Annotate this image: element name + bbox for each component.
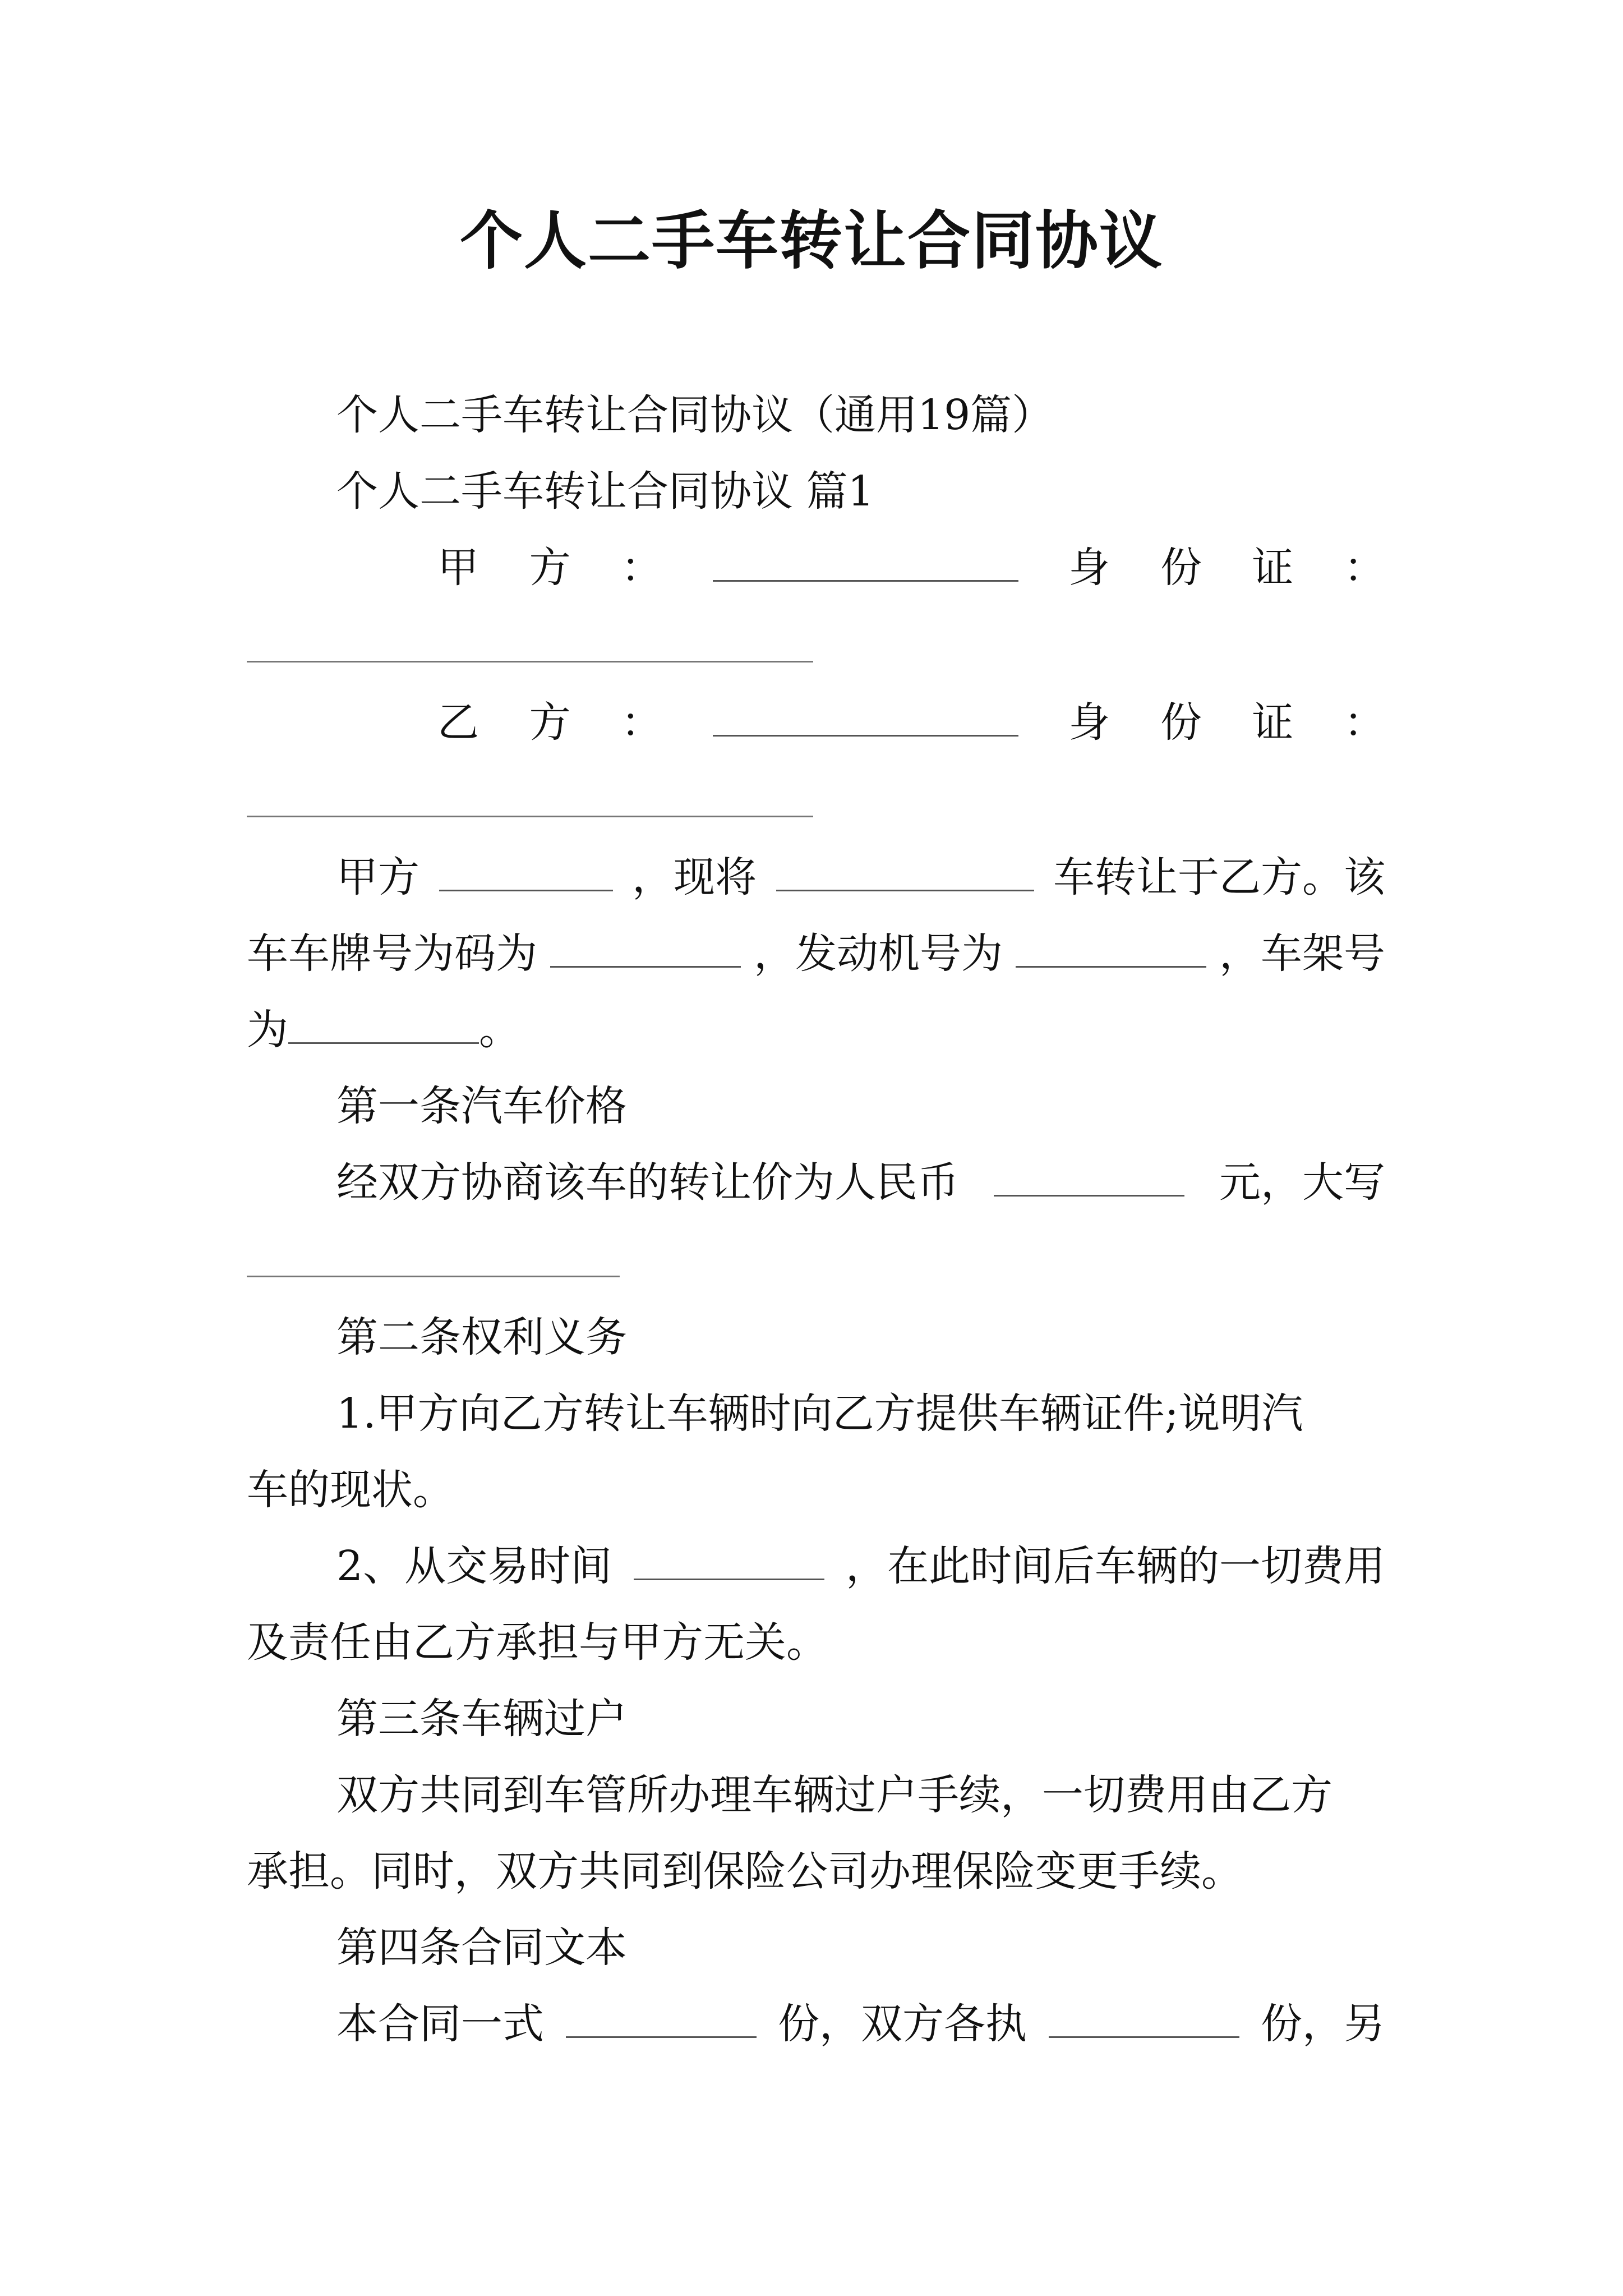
section-heading: 个人二手车转让合同协议 篇1 [336, 467, 874, 516]
article-4-heading: 第四条合同文本 [336, 1924, 627, 1972]
party-a-id-colon: ： [1343, 544, 1385, 592]
intro-line-3 [247, 1002, 1385, 1058]
party-a-id-char-1: 身 [1068, 544, 1110, 592]
engine-label: ，发动机号为 [754, 930, 1003, 978]
party-a-id-char-2: 份 [1160, 544, 1202, 592]
party-b-id-char-3: 证 [1252, 698, 1294, 747]
party-b-colon: ： [621, 698, 663, 747]
intro-text-a: 甲方 [336, 853, 419, 901]
intro-line-2 [247, 926, 1385, 982]
article-3-line-1: 双方共同到车管所办理车辆过户手续，一切费用由乙方 [336, 1771, 1332, 1819]
article-2-heading: 第二条权利义务 [336, 1313, 627, 1361]
frame-label: ，车架号 [1219, 930, 1385, 978]
trade-time-label: 2、从交易时间 [336, 1542, 612, 1590]
party-b-id-char-2: 份 [1160, 698, 1202, 747]
plate-number-blank[interactable] [550, 927, 741, 968]
price-label: 经双方协商该车的转让价为人民币 [336, 1158, 959, 1207]
subtitle: 个人二手车转让合同协议（通用19篇） [336, 391, 1054, 439]
party-b-char-2: 方 [529, 698, 571, 747]
party-a-name-blank[interactable] [713, 541, 1018, 582]
price-blank[interactable] [994, 1156, 1184, 1197]
party-b-char-1: 乙 [437, 698, 479, 747]
each-holds-blank[interactable] [1049, 1997, 1239, 2038]
trade-time-blank[interactable] [634, 1539, 824, 1580]
price-uppercase-label: 元，大写 [1219, 1158, 1385, 1207]
party-a-id-char-3: 证 [1252, 544, 1294, 592]
article-3-heading: 第三条车辆过户 [336, 1695, 627, 1743]
frame-label-cont: 为 [247, 1006, 288, 1054]
plate-label: 车车牌号为码为 [247, 930, 537, 978]
article-2-item-1-line-2: 车的现状。 [247, 1466, 454, 1514]
intro-period: 。 [479, 1006, 520, 1054]
intro-line-1 [336, 849, 1385, 905]
copies-label: 本合同一式 [336, 2000, 544, 2048]
trade-time-text: ，在此时间后车辆的一切费用 [846, 1542, 1385, 1590]
article-1-para [336, 1154, 1385, 1211]
party-a-line [437, 540, 1385, 596]
intro-text-b: ，现将 [632, 853, 757, 901]
intro-text-c: 车转让于乙方。该 [1053, 853, 1385, 901]
engine-number-blank[interactable] [1016, 927, 1206, 968]
party-a-blank[interactable] [439, 850, 613, 891]
article-2-item-2-line-2: 及责任由乙方承担与甲方无关。 [247, 1618, 828, 1667]
vehicle-blank[interactable] [776, 850, 1034, 891]
frame-number-blank[interactable] [288, 1003, 479, 1044]
party-b-id-char-1: 身 [1068, 698, 1110, 747]
party-b-id-blank[interactable] [247, 816, 813, 817]
article-4-line-1 [336, 1996, 1385, 2052]
party-a-char-2: 方 [529, 544, 571, 592]
article-2-item-2-line-1 [336, 1538, 1385, 1594]
party-a-id-blank[interactable] [247, 661, 813, 662]
party-b-name-blank[interactable] [713, 696, 1018, 737]
document-title: 个人二手车转让合同协议 [460, 204, 1163, 278]
copies-text-end: 份，另 [1261, 2000, 1385, 2048]
article-2-item-1-line-1: 1.甲方向乙方转让车辆时向乙方提供车辆证件;说明汽 [336, 1389, 1303, 1438]
each-holds-label: 份，双方各执 [778, 2000, 1027, 2048]
party-b-line [437, 694, 1385, 751]
article-3-line-2: 承担。同时，双方共同到保险公司办理保险变更手续。 [247, 1847, 1243, 1895]
price-uppercase-blank[interactable] [247, 1276, 620, 1277]
party-a-colon: ： [621, 544, 663, 592]
party-b-id-colon: ： [1343, 698, 1385, 747]
article-1-heading: 第一条汽车价格 [336, 1082, 627, 1130]
copies-blank[interactable] [566, 1997, 757, 2038]
party-a-char-1: 甲 [437, 544, 479, 592]
